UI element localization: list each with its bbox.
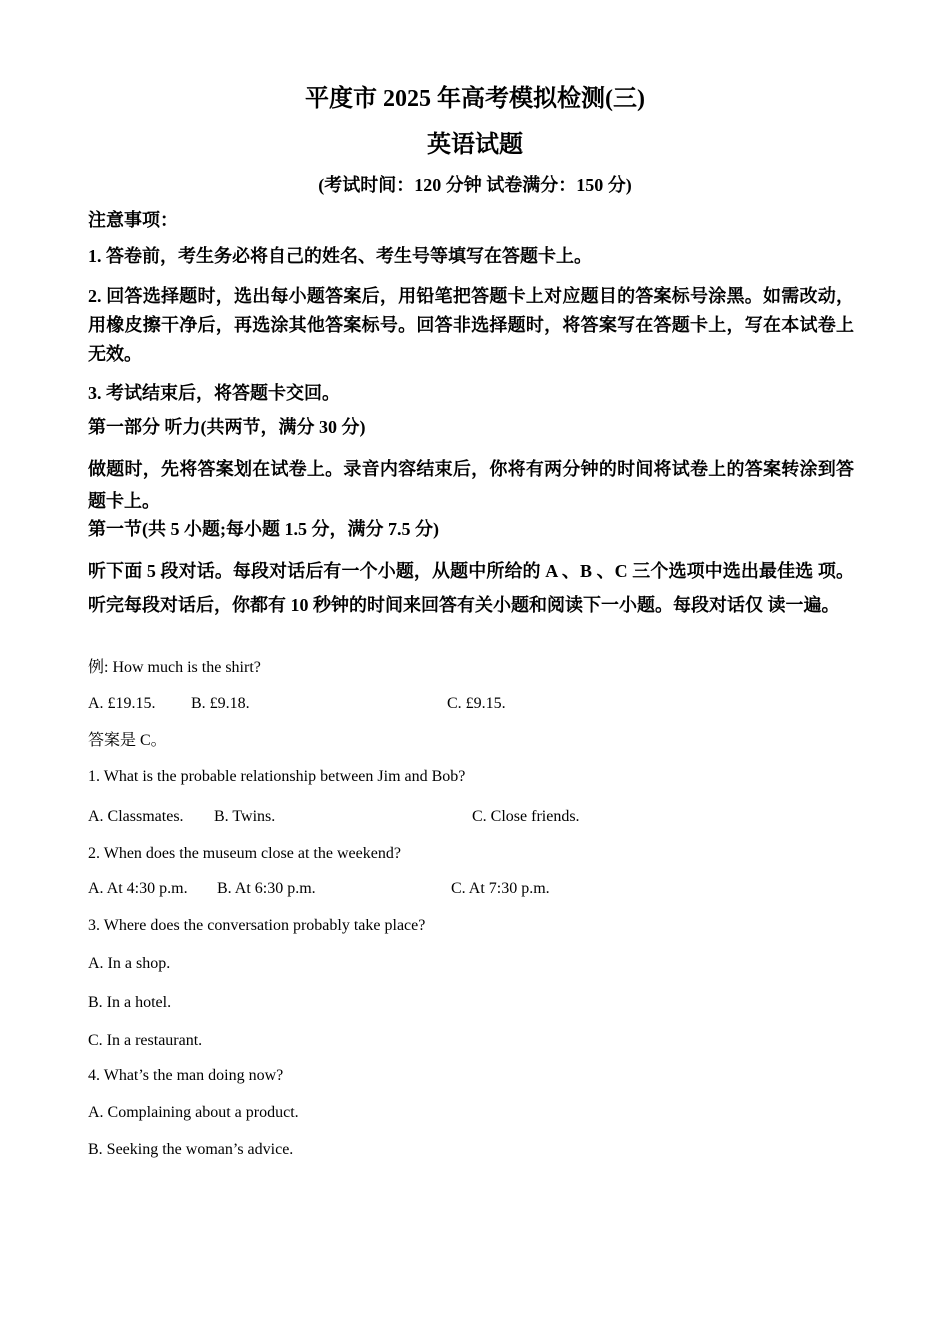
q3-option-c: C. In a restaurant. (88, 1032, 203, 1049)
example-option-a: A. £19.15. (88, 695, 156, 712)
q1-option-a: A. Classmates. (88, 808, 184, 825)
part1-instruction: 做题时，先将答案划在试卷上。录音内容结束后，你将有两分钟的时间将试卷上的答案转涂到答题卡上。 (88, 459, 854, 511)
exam-title: 平度市 2025 年高考模拟检测(三) (305, 86, 645, 112)
q3-option-a: A. In a shop. (88, 955, 171, 972)
question-4: 4. What’s the man doing now? (88, 1067, 284, 1084)
note-item-1: 1. 答卷前，考生务必将自己的姓名、考生号等填写在答题卡上。 (88, 246, 592, 266)
question-1: 1. What is the probable relationship between Jim and Bob? (88, 768, 466, 785)
q1-option-c: C. Close friends. (472, 808, 580, 825)
q2-option-a: A. At 4:30 p.m. (88, 880, 188, 897)
question-3: 3. Where does the conversation probably take place? (88, 917, 426, 934)
subject-title: 英语试题 (427, 132, 523, 158)
q3-option-b: B. In a hotel. (88, 994, 172, 1011)
notes-heading: 注意事项： (88, 210, 178, 230)
question-2: 2. When does the museum close at the weekend? (88, 845, 401, 862)
example-question: 例: How much is the shirt? (88, 659, 261, 676)
q1-option-b: B. Twins. (214, 808, 276, 825)
note-item-3: 3. 考试结束后，将答题卡交回。 (88, 383, 340, 403)
example-option-b: B. £9.18. (191, 695, 250, 712)
example-option-c: C. £9.15. (447, 695, 506, 712)
section1-heading: 第一节(共 5 小题;每小题 1.5 分，满分 7.5 分) (88, 519, 439, 539)
part1-heading: 第一部分 听力(共两节，满分 30 分) (88, 417, 366, 437)
section1-instruction: 听下面 5 段对话。每段对话后有一个小题，从题中所给的 A 、B 、C 三个选项中选出最佳选 项。听完每段对话后，你都有 10 秒钟的时间来回答有关小题和阅读下一小题。每段对话仅 读一遍。 (88, 561, 854, 615)
example-answer: 答案是 C。 (88, 732, 167, 749)
exam-info: (考试时间：120 分钟 试卷满分：150 分) (318, 175, 632, 195)
q4-option-b: B. Seeking the woman’s advice. (88, 1141, 294, 1158)
note-item-2: 2. 回答选择题时，选出每小题答案后，用铅笔把答题卡上对应题目的答案标号涂黑。如需改动，用橡皮擦干净后，再选涂其他答案标号。回答非选择题时，将答案写在答题卡上，写在本试卷上无效。 (88, 286, 854, 364)
q2-option-b: B. At 6:30 p.m. (217, 880, 316, 897)
q4-option-a: A. Complaining about a product. (88, 1104, 299, 1121)
q2-option-c: C. At 7:30 p.m. (451, 880, 550, 897)
